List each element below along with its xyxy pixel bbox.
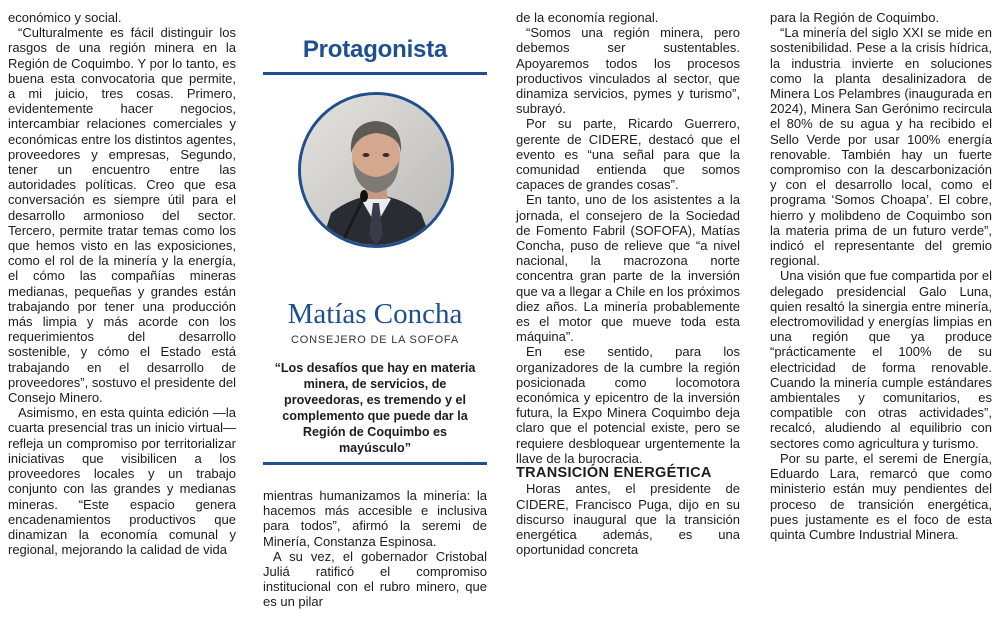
article-column-3 bbox=[516, 10, 740, 557]
article-column-2 bbox=[263, 488, 487, 610]
section-subheading: TRANSICIÓN ENERGÉTICA bbox=[516, 465, 712, 482]
paragraph: mientras humanizamos la minería: la hacemos más accesible e inclusiva para todos”, afirmó la seremi de Minería, Constanza Espinosa. bbox=[263, 488, 487, 549]
divider bbox=[263, 462, 487, 465]
divider bbox=[263, 72, 487, 75]
paragraph: para la Región de Coquimbo. bbox=[770, 10, 940, 25]
paragraph: Por su parte, Ricardo Guerrero, gerente de CIDERE, destacó que el evento es “una señal para que la comunidad entienda que somos capaces de grandes cosas”. bbox=[516, 116, 740, 193]
paragraph: “Somos una región minera, pero debemos ser sustentables. Apoyaremos todos los procesos productivos vinculados al sector, que dinamiza servicios, pymes y turismo”, subrayó. bbox=[516, 25, 740, 117]
portrait-photo bbox=[298, 92, 454, 248]
paragraph: “La minería del siglo XXI se mide en sostenibilidad. Pese a la crisis hídrica, la industria invierte en soluciones como la planta desalinizadora de Minera Los Pelambres (inaugurada en 2024), Minera San Gerónimo recircula el 80% de su agua y ha recibido el Sello Verde por usar 100% energía renovable. También hay un fuerte compromiso con la descarbonización y con el desarrollo local, como el programa ‘Somos Choapa’. El cobre, hierro y molibdeno de Coquimbo son la materia prima de un futuro verde”, indicó el representante del gremio regional. bbox=[770, 25, 992, 269]
article-column-1 bbox=[8, 10, 236, 557]
paragraph: A su vez, el gobernador Cristobal Juliá ratificó el compromiso institucional con el rubro minero, que es un pilar bbox=[263, 548, 487, 610]
paragraph: de la economía regional. bbox=[516, 10, 659, 25]
paragraph: Por su parte, el seremi de Energía, Eduardo Lara, remarcó que como ministerio están muy pendientes del proceso de transición energética, pues justamente es el foco de esta quinta Cumbre Industrial Minera. bbox=[770, 450, 992, 542]
paragraph: Horas antes, el presidente de CIDERE, Francisco Puga, dijo en su discurso inaugural que la transición energética además, es una oportunidad concreta bbox=[516, 481, 740, 558]
protagonist-role: CONSEJERO DE LA SOFOFA bbox=[291, 334, 459, 346]
protagonist-box bbox=[263, 10, 487, 462]
protagonist-name: Matías Concha bbox=[287, 298, 463, 330]
paragraph: “Culturalmente es fácil distinguir los rasgos de una región minera en la Región de Coquimbo. Y por lo tanto, es buena esta convocatoria que permite, a mi juicio, tres cosas. Primero, evidentemente hacer negocios, intercambiar relaciones comerciales y económicas entre los distintos agentes, proveedores y empresas, Segundo, tener un encuentro entre las autoridades políticas. Creo que esa conversación es siempre útil para el desarrollo armonioso del sector. Tercero, permite tratar temas como los que hemos visto en las exposiciones, como el rol de la minería y la energía, el cómo las compañías mineras medianas, pequeñas y grandes están trabajando por tener una producción más limpia y más acorde con los requerimientos del desarrollo sostenible, y cómo el Estado está trabajando en el desarrollo de proveedores”, sostuvo el presidente del Consejo Minero. bbox=[8, 25, 236, 406]
paragraph: económico y social. bbox=[8, 10, 122, 25]
pull-quote: “Los desafíos que hay en materia minera, de servicios, de proveedoras, es tremendo y el complemento que puede dar la Región de Coquimbo es mayúsculo” bbox=[274, 361, 476, 455]
paragraph: Una visión que fue compartida por el delegado presidencial Galo Luna, quien resaltó la sinergia entre minería, electromovilidad y energías limpias en una región que ya produce “prácticamente el 100% de su electricidad de forma renovable. Cuando la minería cumple estándares ambientales y comunitarios, es compatible con otras actividades”, recalcó, aludiendo al equilibrio con sectores como agricultura y turismo. bbox=[770, 268, 992, 451]
section-title: Protagonista bbox=[302, 36, 448, 63]
paragraph: En ese sentido, para los organizadores de la cumbre la región posicionada como locomotora económica y epicentro de la inversión futura, la Expo Minera Coquimbo deja claro que el potencial existe, pero se requiere desbloquear urgentemente la llave de la burocracia. bbox=[516, 344, 740, 466]
article-column-4 bbox=[770, 10, 992, 542]
paragraph: Asimismo, en esta quinta edición —la cuarta presencial tras un inicio virtual— refleja un compromiso por territorializar iniciativas que visibilicen a los proveedores locales y un trabajo conjunto con las grandes y medianas mineras. “Este espacio genera encadenamientos productivos que dinamizan la economía comunal y regional, mejorando la calidad de vida bbox=[8, 405, 236, 558]
paragraph: En tanto, uno de los asistentes a la jornada, el consejero de la Sociedad de Fomento Fabril (SOFOFA), Matías Concha, puso de relieve que “a nivel nacional, la macrozona norte concentra gran parte de la inversión que va a llegar a Chile en los próximos diez años. La minería probablemente es el motor que mueve toda esta máquina”. bbox=[516, 192, 741, 345]
portrait-illustration bbox=[301, 95, 451, 245]
